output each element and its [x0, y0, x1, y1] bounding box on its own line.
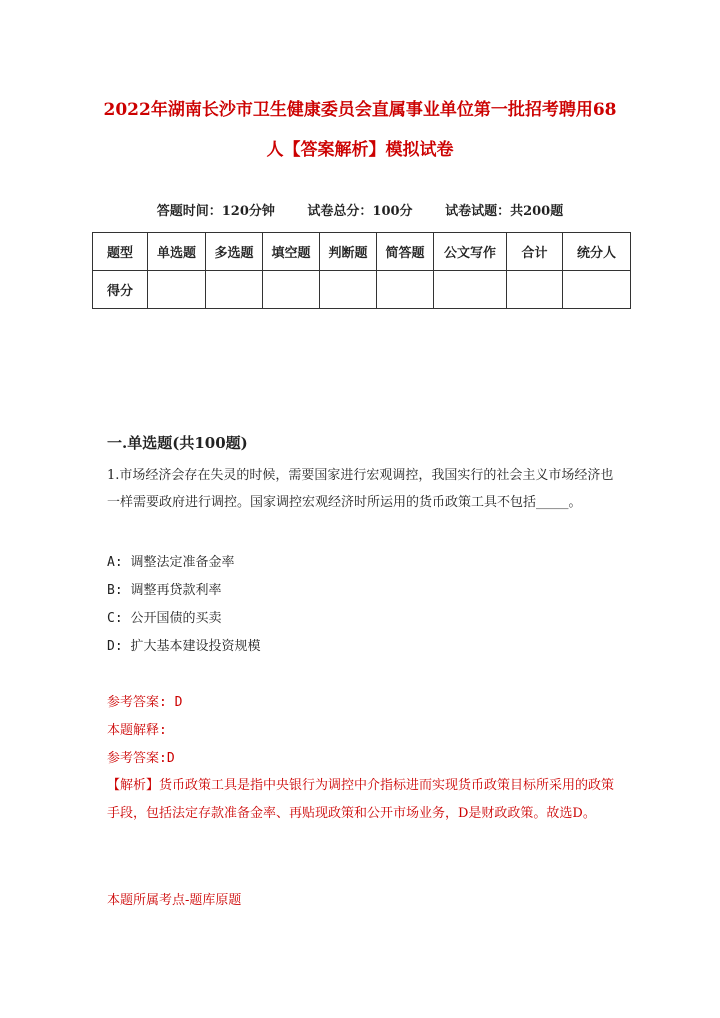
score-table	[92, 232, 631, 309]
score-header-cell: 多选题	[206, 233, 263, 271]
explanation-text: 【解析】货币政策工具是指中央银行为调控中介指标进而实现货币政策目标所采用的政策手段，包括法定存款准备金率、再贴现政策和公开市场业务，D是财政政策。故选D。	[107, 778, 615, 821]
exam-question-count: 试卷试题：共200题	[445, 204, 564, 219]
score-header-cell: 填空题	[263, 233, 320, 271]
score-header-cell: 公文写作	[434, 233, 507, 271]
score-cell	[434, 271, 507, 309]
document-title-line1: 2022年湖南长沙市卫生健康委员会直属事业单位第一批招考聘用68	[103, 100, 617, 120]
score-cell	[377, 271, 434, 309]
score-cell	[263, 271, 320, 309]
score-cell	[563, 271, 631, 309]
score-table-header-row	[93, 233, 631, 271]
explanation-label: 本题解释:	[107, 723, 167, 738]
reference-answer-2: 参考答案:D	[107, 751, 175, 766]
score-table-score-row	[93, 271, 631, 309]
score-header-cell: 题型	[93, 233, 148, 271]
exam-meta	[60, 200, 660, 219]
exam-total-score: 试卷总分：100分	[307, 204, 413, 219]
score-cell	[206, 271, 263, 309]
score-header-cell: 判断题	[320, 233, 377, 271]
section-title: 一.单选题(共100题)	[107, 434, 248, 452]
score-cell	[148, 271, 206, 309]
score-header-cell: 单选题	[148, 233, 206, 271]
score-header-cell: 简答题	[377, 233, 434, 271]
document-title-line2: 人【答案解析】模拟试卷	[266, 140, 454, 160]
score-cell	[320, 271, 377, 309]
score-row-label: 得分	[93, 271, 148, 309]
exam-time: 答题时间：120分钟	[156, 204, 275, 219]
option-d: D: 扩大基本建设投资规模	[107, 639, 261, 654]
option-b: B: 调整再贷款利率	[107, 583, 222, 598]
score-cell	[507, 271, 563, 309]
option-c: C: 公开国债的买卖	[107, 611, 222, 626]
score-header-cell: 合计	[507, 233, 563, 271]
score-header-cell: 统分人	[563, 233, 631, 271]
question-text: 1.市场经济会存在失灵的时候，需要国家进行宏观调控，我国实行的社会主义市场经济也一样需要政府进行调控。国家调控宏观经济时所运用的货币政策工具不包括_____。	[107, 468, 614, 510]
option-a: A: 调整法定准备金率	[107, 555, 235, 570]
question-source: 本题所属考点-题库原题	[107, 893, 242, 908]
reference-answer: 参考答案: D	[107, 695, 183, 710]
